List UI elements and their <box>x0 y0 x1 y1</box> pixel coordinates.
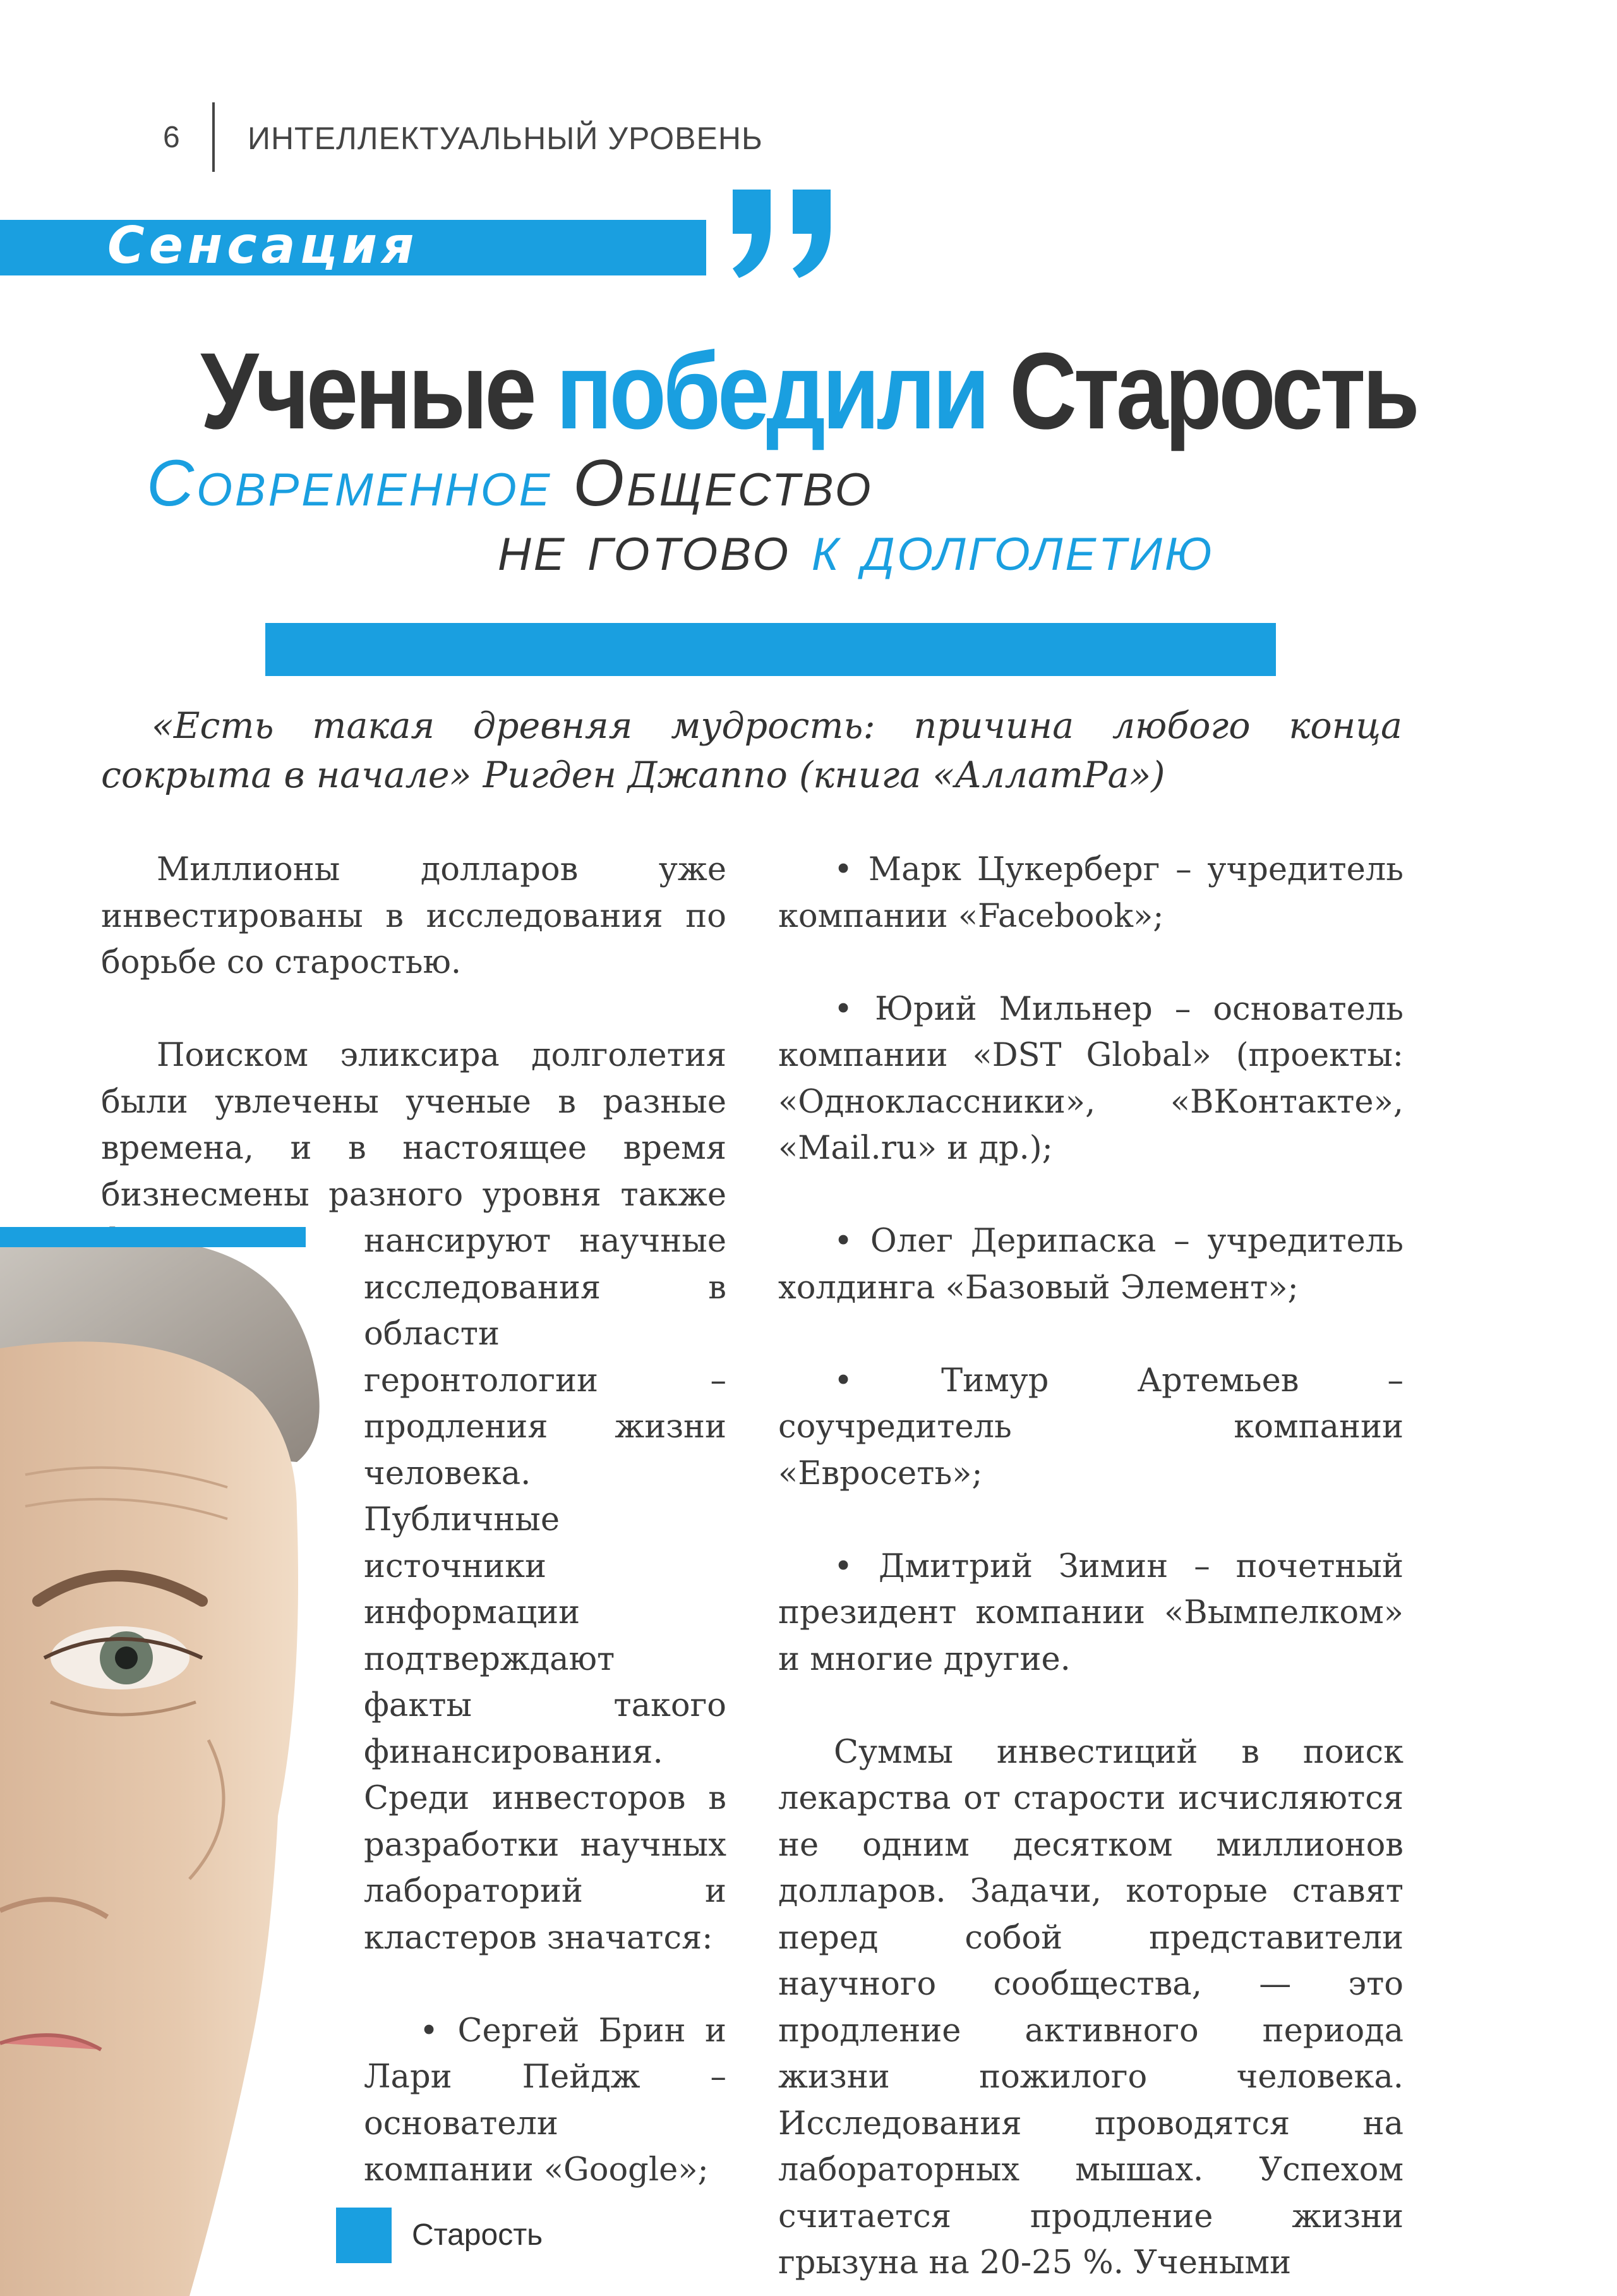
article-paragraph: нансируют научные исследования в области геронтологии – продления жизни человека. Публичные источники информации подтверждают факты такого финансирования. Среди инвесторов в разработки научных лабораторий и кластеров значатся: <box>364 1223 726 1957</box>
investor-list-item: • Дмитрий Зимин – почетный президент компании «Вымпелком» и многие другие. <box>778 1547 1404 1678</box>
quote-mark-icon <box>720 183 846 284</box>
investor-list-item: • Тимур Артемьев – соучредитель компании «Евросеть»; <box>778 1362 1404 1492</box>
article-paragraph: Миллионы долларов уже инвестированы в исследования по борьбе со старостью. <box>101 851 726 981</box>
investor-list-item: • Сергей Брин и Лари Пейдж – основатели компании «Google»; <box>364 2012 726 2189</box>
title-part-1: Ученые <box>200 330 556 452</box>
investor-list-item: • Юрий Мильнер – основатель компании «DST Global» (проекты: «Одноклассники», «ВКонтакте», «Mail.ru» и др.); <box>778 990 1404 1167</box>
subtitle-line1-dark: Общество <box>573 447 874 520</box>
investor-list-item: • Марк Цукерберг – учредитель компании «Facebook»; <box>778 851 1404 935</box>
photo-accent-bar <box>0 1227 306 1247</box>
rubric-label: Сенсация <box>107 216 419 275</box>
article-left-column <box>101 847 726 1265</box>
section-header: ИНТЕЛЛЕКТУАЛЬНЫЙ УРОВЕНЬ <box>248 121 763 156</box>
subtitle-line1-blue: Современное <box>147 447 574 520</box>
article-paragraph: Поиском эликсира долголетия были увлечены ученые в разные времена, и в настоящее время бизнесмены разного уровня также <box>101 1037 726 1214</box>
subtitle-line-2 <box>498 511 1214 586</box>
footer-label: Старость <box>412 2218 543 2252</box>
title-accent-word: победили <box>556 330 987 452</box>
epigraph-quote: «Есть такая древняя мудрость: причина любого конца сокрыта в начале» Ригден Джаппо (книга «АллатРа») <box>101 705 1402 796</box>
accent-bar <box>265 623 1276 676</box>
article-title <box>113 329 1504 454</box>
elderly-woman-face-image <box>0 1247 341 2296</box>
article-paragraph: Суммы инвестиций в поиск лекарства от старости исчисляются не одним десятком миллионов долларов. Задачи, которые ставят перед собой представители научного сообщества, — это продление активного периода жизни пожилого человека. Исследования проводятся на лабораторных мышах. Успехом считается продление жизни грызуна на 20-25 %. Учеными <box>778 1733 1404 2281</box>
title-part-3: Старость <box>987 330 1417 452</box>
investor-list-item: • Олег Дерипаска – учредитель холдинга «Базовый Элемент»; <box>778 1223 1404 1307</box>
article-right-column <box>778 847 1404 2287</box>
subtitle-line2-dark: не готово <box>498 511 812 584</box>
subtitle-line2-blue: к долголетию <box>811 511 1215 584</box>
header-divider <box>212 102 215 172</box>
footer-accent-square <box>336 2208 392 2263</box>
article-left-narrow-column <box>364 1218 726 2194</box>
page-number: 6 <box>163 121 180 154</box>
